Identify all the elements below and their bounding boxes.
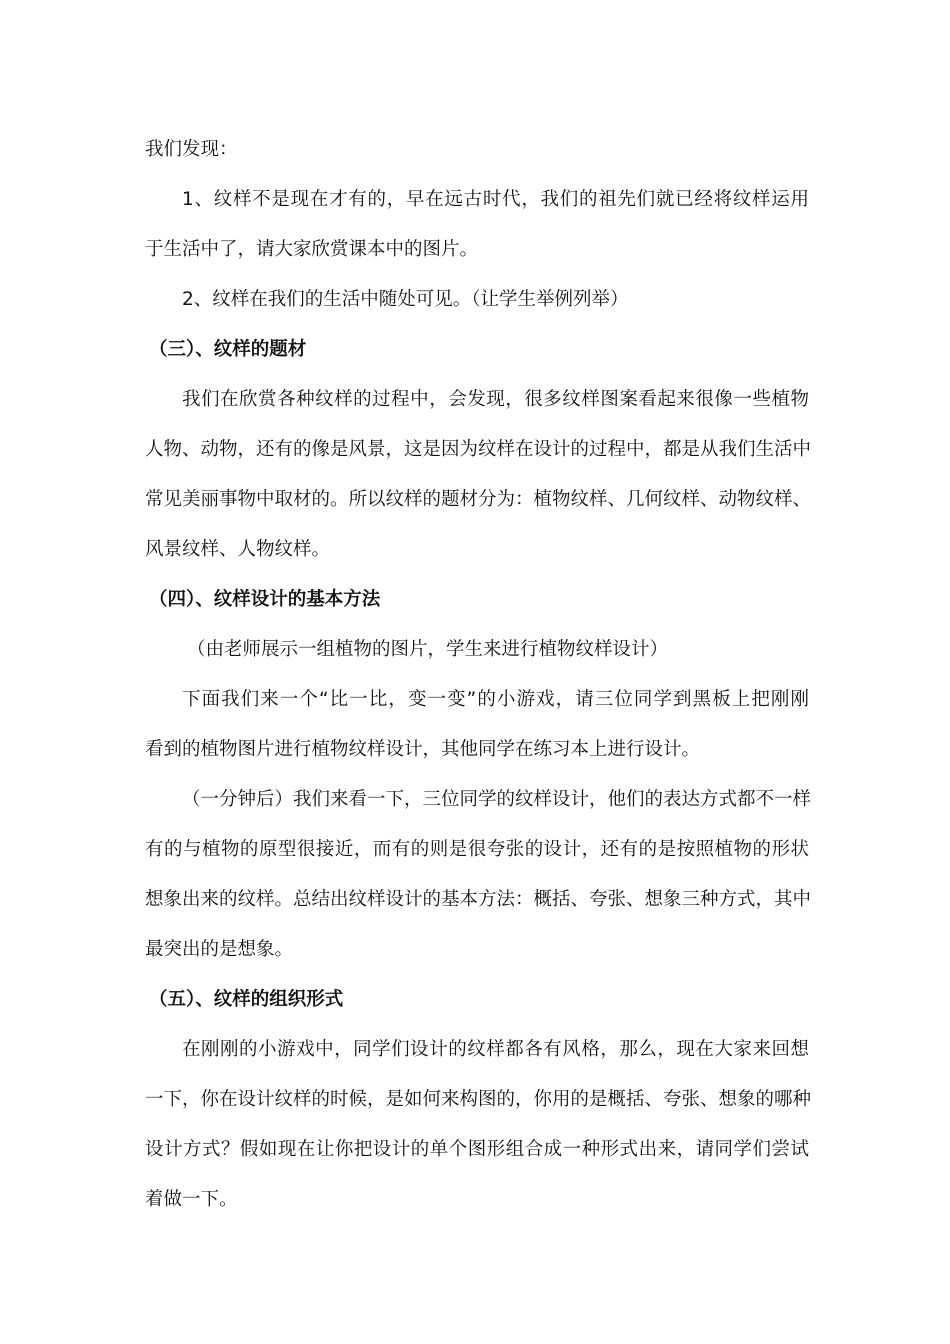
paragraph-line: 人物、动物，还有的像是风景，这是因为纹样在设计的过程中，都是从我们生活中 — [145, 439, 812, 460]
paragraph-line: 在刚刚的小游戏中，同学们设计的纹样都各有风格，那么，现在大家来回想 — [182, 1039, 809, 1060]
paragraph-line: 着做一下。 — [145, 1189, 238, 1210]
paragraph-line: 最突出的是想象。 — [145, 939, 294, 960]
document-page — [145, 125, 812, 1225]
paragraph-line: 我们在欣赏各种纹样的过程中，会发现，很多纹样图案看起来很像一些植物 — [182, 389, 809, 410]
section-heading-3: （三）、纹样的题材 — [149, 339, 307, 360]
paragraph-line: 有的与植物的原型很接近，而有的则是很夸张的设计，还有的是按照植物的形状 — [145, 839, 809, 860]
section-heading-4: （四）、纹样设计的基本方法 — [149, 589, 381, 610]
paragraph-line: 看到的植物图片进行植物纹样设计，其他同学在练习本上进行设计。 — [145, 739, 701, 760]
paragraph-line: 常见美丽事物中取材的。所以纹样的题材分为：植物纹样、几何纹样、动物纹样、 — [145, 489, 812, 510]
paragraph-line: 风景纹样、人物纹样。 — [145, 539, 331, 560]
paragraph-line: 下面我们来一个“比一比，变一变”的小游戏，请三位同学到黑板上把刚刚 — [182, 689, 809, 710]
section-heading-5: （五）、纹样的组织形式 — [149, 989, 344, 1010]
paragraph-line: 设计方式？假如现在让你把设计的单个图形组合成一种形式出来，请同学们尝试 — [145, 1139, 809, 1160]
paragraph-line: 我们发现： — [145, 139, 238, 160]
paragraph-line: （一分钟后）我们来看一下，三位同学的纹样设计，他们的表达方式都不一样 — [182, 789, 812, 810]
list-item-1-line: 1、纹样不是现在才有的，早在远古时代，我们的祖先们就已经将纹样运用 — [182, 189, 809, 210]
paragraph-line: （由老师展示一组植物的图片，学生来进行植物纹样设计） — [187, 639, 669, 660]
list-item-1-line: 于生活中了，请大家欣赏课本中的图片。 — [145, 239, 479, 260]
paragraph-line: 想象出来的纹样。总结出纹样设计的基本方法：概括、夸张、想象三种方式，其中 — [145, 889, 812, 910]
list-item-2-line: 2、纹样在我们的生活中随处可见。（让学生举例列举） — [182, 289, 629, 310]
paragraph-line: 一下，你在设计纹样的时候，是如何来构图的，你用的是概括、夸张、想象的哪种 — [145, 1089, 812, 1110]
